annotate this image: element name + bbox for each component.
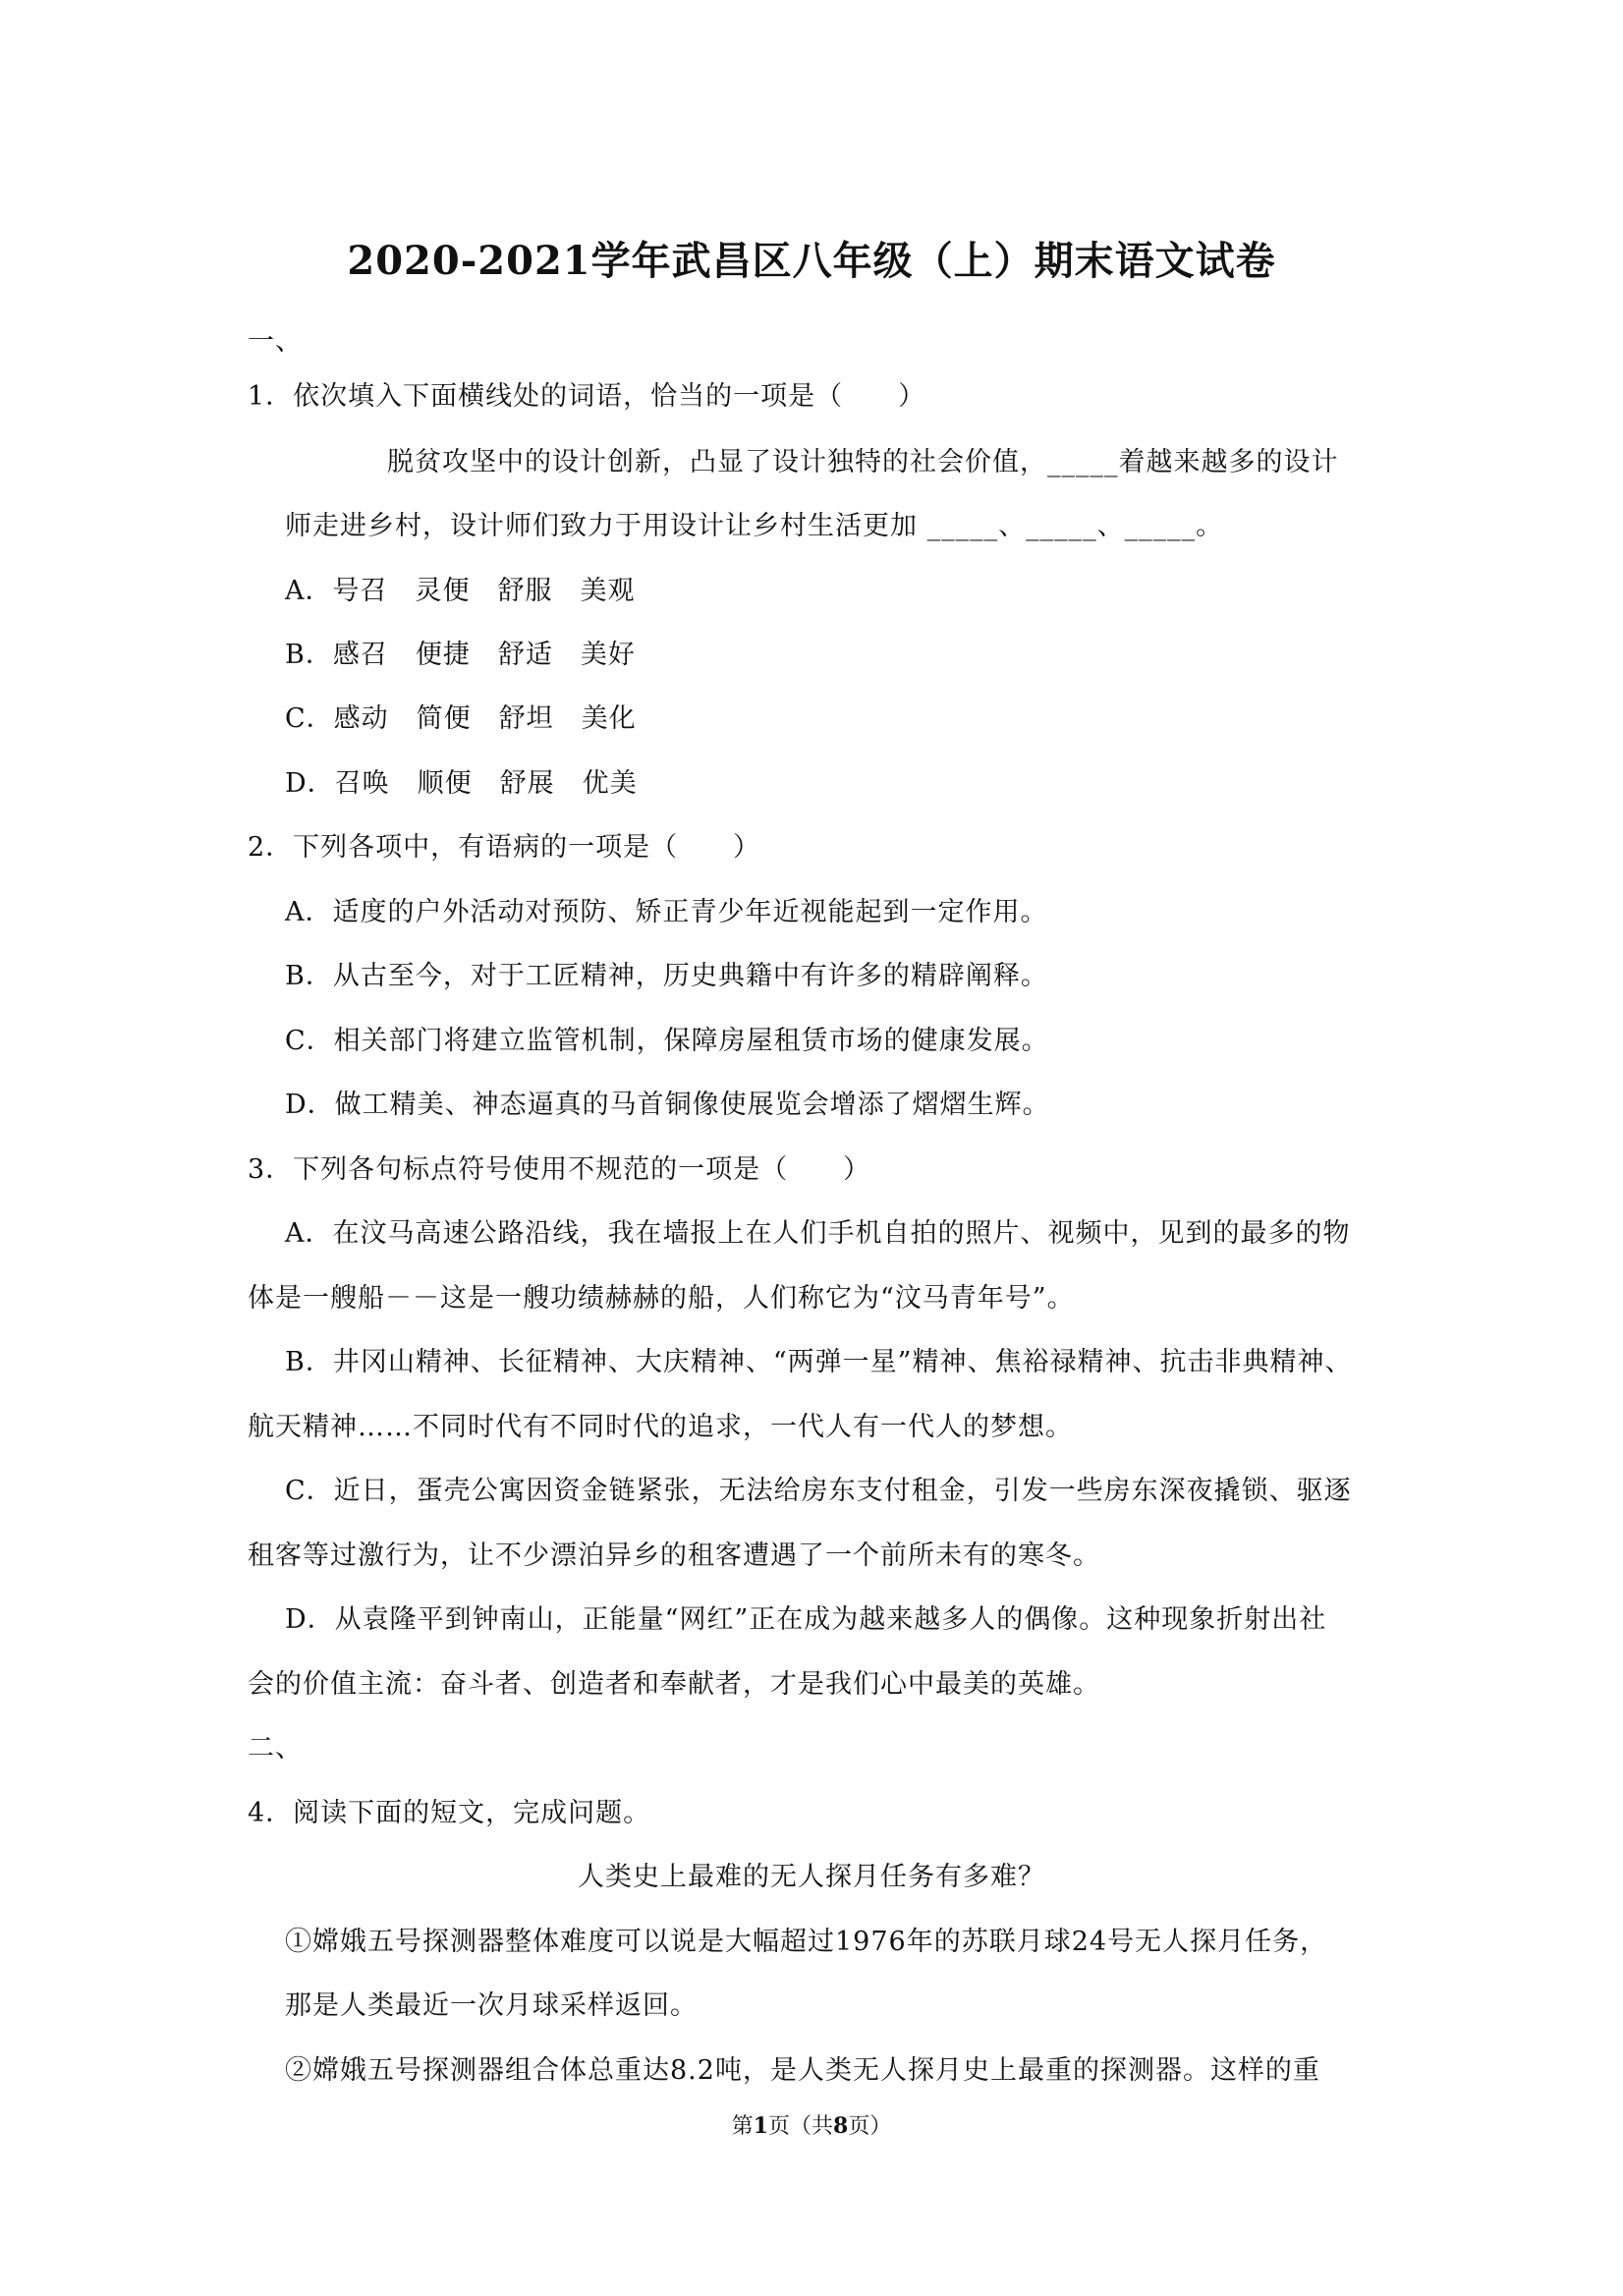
footer-page-number: 1: [753, 2113, 768, 2139]
option-line: D．从袁隆平到钟南山，正能量“网红”正在成为越来越多人的偶像。这种现象折射出社: [285, 1604, 1327, 1635]
option-line: D．做工精美、神态逼真的马首铜像使展览会增添了熠熠生辉。: [285, 1090, 1050, 1120]
footer-total-pages: 8: [833, 2113, 849, 2139]
option-line: 体是一艘船－－这是一艘功绩赫赫的船，人们称它为“汶马青年号”。: [248, 1283, 1075, 1314]
footer-suffix: 页）: [848, 2114, 892, 2139]
question-stem: 3．下列各句标点符号使用不规范的一项是（ ）: [248, 1154, 871, 1185]
option-line: C．近日，蛋壳公寓因资金链紧张，无法给房东支付租金，引发一些房东深夜撬锁、驱逐: [285, 1476, 1352, 1506]
article-paragraph: 那是人类最近一次月球采样返回。: [285, 1990, 698, 2021]
option-line: A．号召 灵便 舒服 美观: [285, 576, 636, 606]
question-stem: 2．下列各项中，有语病的一项是（ ）: [248, 832, 761, 863]
option-line: 租客等过激行为，让不少漂泊异乡的租客遭遇了一个前所未有的寒冬。: [248, 1540, 1100, 1571]
article-paragraph: ②嫦娥五号探测器组合体总重达8.2吨，是人类无人探月史上最重的探测器。这样的重: [285, 2055, 1320, 2086]
page-footer: [0, 2110, 1623, 2143]
section-heading: 二、: [248, 1733, 303, 1764]
question-stem: 1．依次填入下面横线处的词语，恰当的一项是（ ）: [248, 381, 926, 412]
option-line: D．召唤 顺便 舒展 优美: [285, 768, 638, 799]
footer-prefix: 第: [731, 2114, 754, 2139]
article-paragraph: ①嫦娥五号探测器整体难度可以说是大幅超过1976年的苏联月球24号无人探月任务，: [285, 1927, 1328, 1957]
option-line: C．感动 简便 舒坦 美化: [285, 703, 637, 734]
passage-line: 脱贫攻坚中的设计创新，凸显了设计独特的社会价值，_____着越来越多的设计: [387, 447, 1339, 477]
question-stem: 4．阅读下面的短文，完成问题。: [248, 1798, 651, 1828]
option-line: 航天精神……不同时代有不同时代的追求，一代人有一代人的梦想。: [248, 1412, 1073, 1442]
option-line: B．从古至今，对于工匠精神，历史典籍中有许多的精辟阐释。: [285, 961, 1048, 991]
option-line: 会的价值主流：奋斗者、创造者和奉献者，才是我们心中最美的英雄。: [248, 1669, 1100, 1700]
option-line: B．井冈山精神、长征精神、大庆精神、“两弹一星”精神、焦裕禄精神、抗击非典精神、: [285, 1347, 1353, 1377]
passage-line: 师走进乡村，设计师们致力于用设计让乡村生活更加 _____、_____、_____。: [285, 511, 1224, 541]
section-heading: 一、: [248, 326, 303, 357]
footer-middle: 页（共: [767, 2114, 833, 2139]
option-line: C．相关部门将建立监管机制，保障房屋租赁市场的健康发展。: [285, 1026, 1049, 1056]
article-title: 人类史上最难的无人探月任务有多难？: [578, 1862, 1045, 1892]
option-line: B．感召 便捷 舒适 美好: [285, 640, 636, 670]
option-line: A．在汶马高速公路沿线，我在墙报上在人们手机自拍的照片、视频中，见到的最多的物: [285, 1218, 1351, 1249]
option-line: A．适度的户外活动对预防、矫正青少年近视能起到一定作用。: [285, 897, 1048, 927]
page-title: 2020-2021学年武昌区八年级（上）期末语文试卷: [347, 238, 1276, 284]
